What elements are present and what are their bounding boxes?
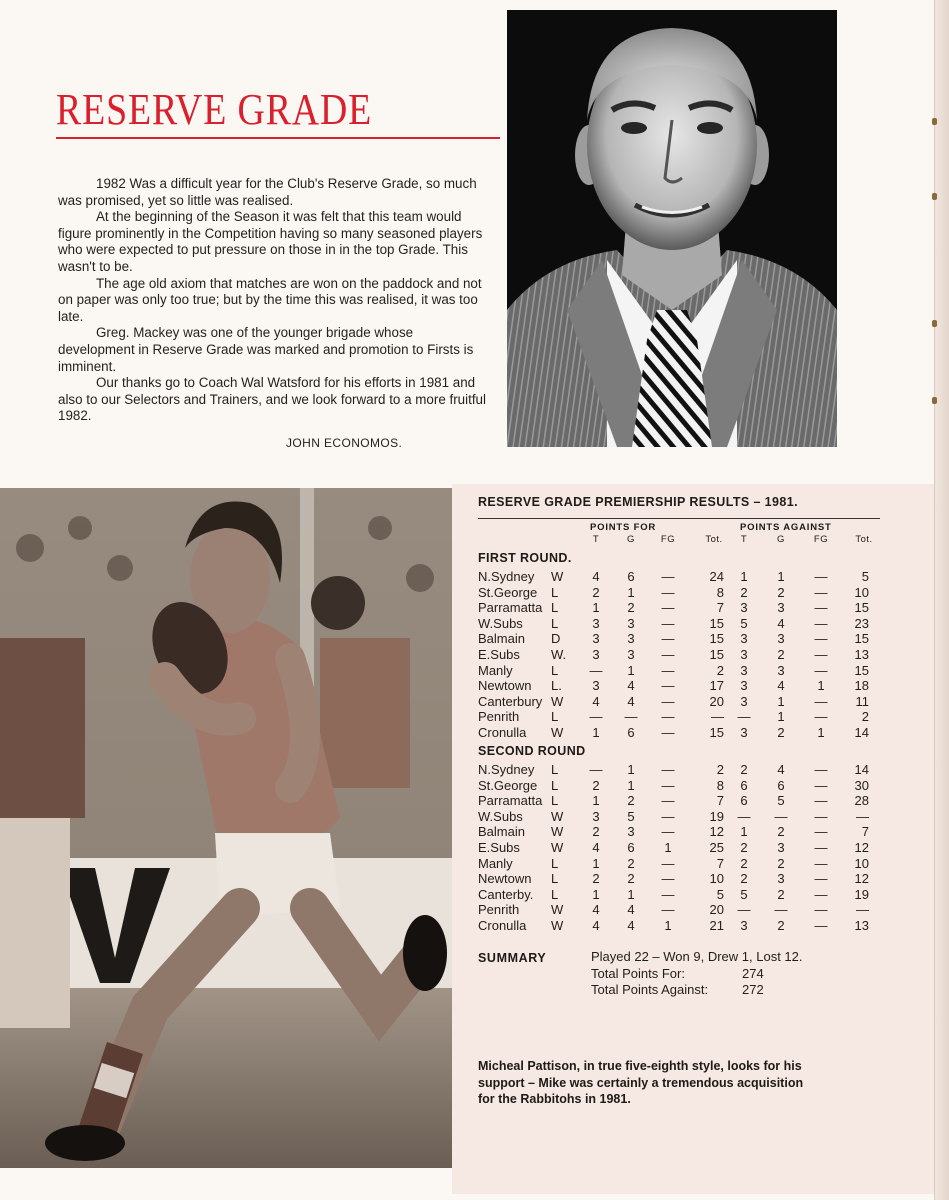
for-tries: —	[589, 709, 603, 725]
against-field-goals: —	[814, 709, 828, 725]
against-tries: 1	[740, 569, 748, 584]
for-goals: 2	[627, 871, 635, 887]
against-tries: 6	[740, 777, 748, 793]
against-tries: 3	[740, 678, 748, 694]
team-name: Manly	[478, 662, 513, 678]
edge-mark	[932, 397, 937, 404]
for-field-goals: —	[661, 600, 675, 616]
against-goals: 2	[777, 824, 785, 840]
for-total: —	[711, 709, 724, 725]
against-goals: 3	[777, 631, 785, 647]
for-field-goals: —	[661, 777, 675, 793]
against-tries: 5	[740, 615, 748, 631]
against-total: 19	[854, 886, 869, 902]
team-name: St.George	[478, 777, 538, 793]
match-result: L	[551, 584, 559, 600]
against-field-goals: 1	[817, 678, 825, 694]
for-field-goals: —	[661, 647, 675, 662]
for-tries: 3	[592, 808, 600, 824]
round-title: SECOND ROUND	[478, 744, 586, 758]
for-total: 8	[716, 584, 724, 600]
for-tries: 1	[592, 886, 600, 902]
table-row	[0, 678, 949, 694]
against-field-goals: —	[814, 840, 828, 855]
team-name: Penrith	[478, 709, 520, 725]
match-result: W	[551, 808, 564, 824]
table-row	[0, 631, 949, 647]
table-row	[0, 694, 949, 710]
against-total: 5	[861, 569, 869, 584]
match-result: L	[551, 600, 559, 616]
table-row	[0, 918, 949, 934]
match-result: W	[551, 902, 564, 918]
against-tries: 2	[740, 840, 748, 855]
for-field-goals: —	[661, 793, 675, 809]
match-result: L	[551, 855, 559, 871]
team-name: W.Subs	[478, 808, 523, 824]
for-total: 7	[716, 855, 724, 871]
for-tries: 4	[592, 569, 600, 584]
match-result: L	[551, 615, 559, 631]
for-total: 24	[709, 569, 724, 584]
for-total: 2	[716, 762, 724, 777]
page-title: RESERVE GRADE	[56, 85, 373, 134]
for-field-goals: —	[661, 615, 675, 631]
intro-paragraph: Greg. Mackey was one of the younger brigade whose development in Reserve Grade was marked and promotion to Firsts is imminent.	[58, 325, 474, 374]
match-result: W	[551, 569, 564, 584]
against-field-goals: —	[814, 762, 828, 777]
for-total: 15	[709, 647, 724, 662]
against-total: 12	[854, 871, 869, 887]
for-total: 15	[709, 631, 724, 647]
team-name: Balmain	[478, 631, 525, 647]
for-tries: 4	[592, 693, 600, 709]
against-goals: 1	[777, 709, 785, 725]
against-tries: 2	[740, 762, 748, 777]
for-tries: 1	[592, 725, 600, 740]
against-field-goals: —	[814, 662, 828, 678]
for-field-goals: —	[661, 584, 675, 600]
for-total: 7	[716, 600, 724, 616]
for-goals: 4	[627, 678, 635, 694]
for-total: 20	[709, 693, 724, 709]
against-goals: 3	[777, 600, 785, 616]
for-total: 15	[709, 725, 724, 740]
team-name: Cronulla	[478, 725, 527, 740]
against-goals: 3	[777, 871, 785, 887]
for-total: 15	[709, 615, 724, 631]
table-row	[0, 856, 949, 872]
portrait-photo	[507, 10, 837, 447]
column-header: FG	[813, 534, 829, 545]
table-row	[0, 663, 949, 679]
against-tries: —	[737, 709, 751, 725]
match-result: W	[551, 693, 564, 709]
for-total: 10	[709, 871, 724, 887]
title-rule	[56, 137, 500, 139]
results-rule	[478, 518, 880, 519]
for-tries: 2	[592, 871, 600, 887]
table-row	[0, 809, 949, 825]
against-goals: 2	[777, 855, 785, 871]
for-goals: 2	[627, 600, 635, 616]
against-tries: 3	[740, 693, 748, 709]
against-field-goals: —	[814, 808, 828, 824]
for-total: 25	[709, 840, 724, 855]
for-total: 2	[716, 662, 724, 678]
against-total: 15	[854, 662, 869, 678]
team-name: Canterbury	[478, 693, 543, 709]
against-goals: 2	[777, 584, 785, 600]
against-field-goals: —	[814, 793, 828, 809]
against-total: 13	[854, 647, 869, 662]
against-field-goals: —	[814, 631, 828, 647]
against-field-goals: —	[814, 777, 828, 793]
against-total: 13	[854, 918, 869, 933]
team-name: Parramatta	[478, 600, 543, 616]
team-name: E.Subs	[478, 840, 520, 855]
for-tries: 1	[592, 600, 600, 616]
for-goals: 1	[627, 777, 635, 793]
team-name: Manly	[478, 855, 513, 871]
for-goals: 5	[627, 808, 635, 824]
for-field-goals: —	[661, 871, 675, 887]
for-tries: 3	[592, 678, 600, 694]
against-total: 2	[861, 709, 869, 725]
table-row	[0, 709, 949, 725]
for-field-goals: 1	[664, 840, 672, 855]
for-tries: 3	[592, 647, 600, 662]
column-header: FG	[660, 534, 676, 545]
match-result: L	[551, 871, 559, 887]
table-row	[0, 824, 949, 840]
against-goals: 4	[777, 615, 785, 631]
for-total: 5	[716, 886, 724, 902]
results-title: RESERVE GRADE PREMIERSHIP RESULTS – 1981.	[478, 495, 798, 509]
for-field-goals: —	[661, 709, 675, 725]
for-goals: 2	[627, 855, 635, 871]
for-goals: 3	[627, 647, 635, 662]
against-goals: 4	[777, 678, 785, 694]
for-total: 8	[716, 777, 724, 793]
for-total: 19	[709, 808, 724, 824]
against-field-goals: —	[814, 600, 828, 616]
against-total: —	[856, 902, 869, 918]
for-field-goals: —	[661, 569, 675, 584]
against-total: 11	[855, 693, 869, 709]
for-tries: —	[589, 662, 603, 678]
team-name: Canterby.	[478, 886, 534, 902]
for-field-goals: —	[661, 886, 675, 902]
intro-paragraph: The age old axiom that matches are won on the paddock and not on paper was only too true; but by the time this was realised, it was too late.	[58, 275, 482, 324]
match-result: L	[551, 662, 559, 678]
for-tries: 4	[592, 902, 600, 918]
total-points-against-label: Total Points Against:	[591, 982, 709, 997]
for-goals: 1	[627, 662, 635, 678]
for-field-goals: —	[661, 824, 675, 840]
for-goals: 6	[627, 840, 635, 855]
against-field-goals: —	[814, 569, 828, 584]
match-result: W	[551, 725, 564, 740]
for-goals: —	[624, 709, 638, 725]
for-goals: 3	[627, 824, 635, 840]
against-total: 14	[854, 725, 869, 740]
against-goals: 2	[777, 647, 785, 662]
for-goals: 2	[627, 793, 635, 809]
author-signature: JOHN ECONOMOS.	[286, 436, 403, 450]
for-goals: 3	[627, 615, 635, 631]
against-total: 23	[854, 615, 869, 631]
against-total: 18	[854, 678, 869, 694]
against-tries: 3	[740, 600, 748, 616]
against-tries: 2	[740, 584, 748, 600]
against-field-goals: —	[814, 902, 828, 918]
column-header: G	[777, 534, 785, 545]
match-result: W.	[551, 647, 567, 662]
against-goals: 3	[777, 840, 785, 855]
for-field-goals: —	[661, 762, 675, 777]
for-field-goals: —	[661, 662, 675, 678]
table-row	[0, 840, 949, 856]
against-goals: —	[774, 902, 788, 918]
summary-record: Played 22 – Won 9, Drew 1, Lost 12.	[591, 949, 803, 964]
against-total: 12	[854, 840, 869, 855]
for-goals: 4	[627, 693, 635, 709]
against-tries: 3	[740, 662, 748, 678]
for-tries: 2	[592, 584, 600, 600]
column-header: G	[627, 534, 635, 545]
table-row	[0, 793, 949, 809]
table-row	[0, 569, 949, 585]
table-row	[0, 762, 949, 778]
for-tries: 4	[592, 918, 600, 933]
against-field-goals: —	[814, 584, 828, 600]
table-row	[0, 778, 949, 794]
against-goals: 3	[777, 662, 785, 678]
total-points-against-value: 272	[742, 982, 764, 997]
for-field-goals: —	[661, 725, 675, 740]
against-tries: 3	[740, 725, 748, 740]
edge-mark	[932, 118, 937, 125]
against-field-goals: —	[814, 647, 828, 662]
team-name: N.Sydney	[478, 762, 535, 777]
against-total: 30	[854, 777, 869, 793]
round-title: FIRST ROUND.	[478, 551, 572, 565]
against-tries: —	[737, 902, 751, 918]
team-name: Balmain	[478, 824, 525, 840]
intro-paragraph: At the beginning of the Season it was felt that this team would figure prominently in the Competition having so many seasoned players who were expected to put pressure on those in in the top Grade. This wasn't to be.	[58, 209, 483, 274]
against-total: 28	[854, 793, 869, 809]
for-total: 12	[709, 824, 724, 840]
against-goals: 2	[777, 725, 785, 740]
total-points-for-value: 274	[742, 966, 764, 981]
against-field-goals: —	[814, 871, 828, 887]
table-row	[0, 585, 949, 601]
against-total: 15	[854, 631, 869, 647]
team-name: N.Sydney	[478, 569, 535, 584]
for-field-goals: —	[661, 902, 675, 918]
intro-paragraph: 1982 Was a difficult year for the Club's Reserve Grade, so much was promised, yet so little was realised.	[58, 176, 477, 208]
column-header: T	[740, 534, 748, 545]
for-total: 7	[716, 793, 724, 809]
match-result: L	[551, 793, 559, 809]
table-row	[0, 871, 949, 887]
team-name: St.George	[478, 584, 538, 600]
for-goals: 1	[627, 886, 635, 902]
for-field-goals: —	[661, 693, 675, 709]
for-field-goals: —	[661, 808, 675, 824]
match-result: W	[551, 840, 564, 855]
intro-article	[58, 176, 488, 425]
table-row	[0, 616, 949, 632]
against-tries: 3	[740, 647, 748, 662]
against-goals: 6	[777, 777, 785, 793]
for-tries: 3	[592, 615, 600, 631]
for-total: 17	[709, 678, 724, 694]
for-goals: 1	[627, 762, 635, 777]
for-goals: 4	[627, 918, 635, 933]
edge-mark	[932, 193, 937, 200]
edge-mark	[932, 320, 937, 327]
match-result: L	[551, 777, 559, 793]
against-total: 10	[854, 855, 869, 871]
against-goals: 5	[777, 793, 785, 809]
for-tries: —	[589, 762, 603, 777]
for-tries: 3	[592, 631, 600, 647]
against-tries: 5	[740, 886, 748, 902]
column-header: Tot.	[705, 534, 723, 545]
intro-paragraph: Our thanks go to Coach Wal Watsford for his efforts in 1981 and also to our Selectors and Trainers, and we look forward to a more fruitful 1982.	[58, 375, 486, 424]
against-total: 15	[854, 600, 869, 616]
for-goals: 6	[627, 725, 635, 740]
match-result: L	[551, 762, 559, 777]
for-field-goals: 1	[664, 918, 672, 933]
points-for-label: POINTS FOR	[590, 522, 657, 533]
against-goals: 1	[777, 693, 785, 709]
match-result: W	[551, 824, 564, 840]
for-goals: 6	[627, 569, 635, 584]
against-field-goals: —	[814, 693, 828, 709]
table-row	[0, 647, 949, 663]
match-result: L	[551, 886, 559, 902]
for-goals: 1	[627, 584, 635, 600]
for-tries: 4	[592, 840, 600, 855]
against-tries: 6	[740, 793, 748, 809]
against-field-goals: —	[814, 855, 828, 871]
for-field-goals: —	[661, 631, 675, 647]
match-result: L	[551, 709, 559, 725]
against-goals: 2	[777, 918, 785, 933]
for-field-goals: —	[661, 855, 675, 871]
table-row	[0, 902, 949, 918]
against-tries: 3	[740, 918, 748, 933]
team-name: Parramatta	[478, 793, 543, 809]
against-tries: 3	[740, 631, 748, 647]
for-tries: 1	[592, 793, 600, 809]
against-goals: 4	[777, 762, 785, 777]
for-tries: 2	[592, 777, 600, 793]
against-field-goals: —	[814, 824, 828, 840]
team-name: Penrith	[478, 902, 520, 918]
team-name: Newtown	[478, 678, 532, 694]
team-name: E.Subs	[478, 647, 520, 662]
for-goals: 3	[627, 631, 635, 647]
against-total: 7	[861, 824, 869, 840]
for-tries: 2	[592, 824, 600, 840]
against-total: —	[856, 808, 869, 824]
photo-caption: Micheal Pattison, in true five-eighth style, looks for his support – Mike was certainly a tremendous acquisition for the Rabbitohs in 1981.	[478, 1059, 804, 1106]
against-total: 10	[854, 584, 869, 600]
summary-label: SUMMARY	[478, 951, 547, 965]
total-points-for-label: Total Points For:	[591, 966, 685, 981]
for-total: 20	[709, 902, 724, 918]
for-total: 21	[709, 918, 724, 933]
against-tries: 2	[740, 855, 748, 871]
against-tries: 2	[740, 871, 748, 887]
table-row	[0, 725, 949, 741]
against-goals: 1	[777, 569, 785, 584]
against-tries: —	[737, 808, 751, 824]
column-header: Tot.	[855, 534, 873, 545]
points-against-label: POINTS AGAINST	[740, 522, 832, 533]
against-field-goals: —	[814, 886, 828, 902]
against-field-goals: —	[814, 615, 828, 631]
table-row	[0, 600, 949, 616]
team-name: W.Subs	[478, 615, 523, 631]
for-goals: 4	[627, 902, 635, 918]
against-goals: —	[774, 808, 788, 824]
table-row	[0, 887, 949, 903]
against-total: 14	[854, 762, 869, 777]
team-name: Newtown	[478, 871, 532, 887]
against-field-goals: —	[814, 918, 828, 933]
match-result: L.	[551, 678, 562, 694]
against-tries: 1	[740, 824, 748, 840]
against-field-goals: 1	[817, 725, 825, 740]
against-goals: 2	[777, 886, 785, 902]
match-result: D	[551, 631, 561, 647]
column-header: T	[592, 534, 600, 545]
for-field-goals: —	[661, 678, 675, 694]
team-name: Cronulla	[478, 918, 527, 933]
match-result: W	[551, 918, 564, 933]
for-tries: 1	[592, 855, 600, 871]
